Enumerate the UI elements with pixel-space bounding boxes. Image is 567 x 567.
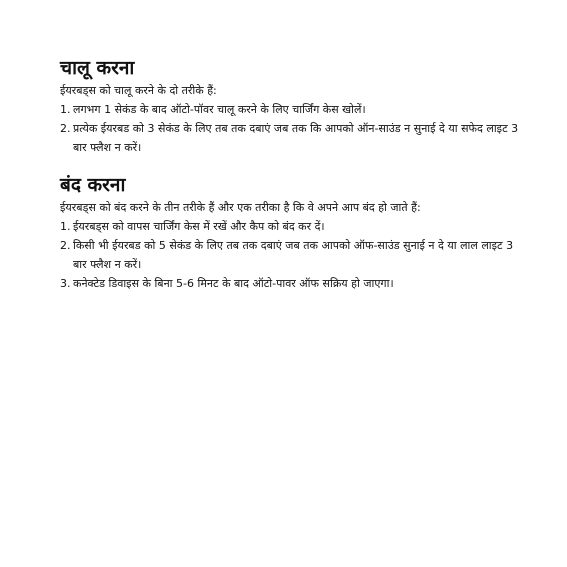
step-text: कनेक्टेड डिवाइस के बिना 5-6 मिनट के बाद ऑटो-पावर ऑफ सक्रिय हो जाएगा। (73, 277, 394, 290)
power-off-section (60, 173, 530, 293)
step-number: 1. (60, 103, 71, 116)
power-on-step-2 (60, 119, 530, 157)
power-on-steps (60, 100, 530, 157)
power-on-heading: चालू करना (60, 57, 135, 79)
step-number: 2. (60, 239, 71, 252)
power-off-intro: ईयरबड्स को बंद करने के तीन तरीके हैं और एक तरीका है कि वे अपने आप बंद हो जाते हैं: (60, 201, 421, 214)
step-number: 1. (60, 220, 71, 233)
step-number: 2. (60, 122, 71, 135)
step-text: ईयरबड्स को वापस चार्जिंग केस में रखें और कैप को बंद कर दें। (73, 220, 325, 233)
power-off-step-3 (60, 274, 530, 293)
power-off-step-2 (60, 236, 530, 274)
step-text: किसी भी ईयरबड को 5 सेकंड के लिए तब तक दबाएं जब तक आपको ऑफ-साउंड सुनाई न दे या लाल लाइट 3 बार फ्लैश न करें। (73, 239, 514, 271)
power-on-section (60, 56, 530, 157)
power-off-steps (60, 217, 530, 293)
instructions-page (60, 56, 530, 293)
step-number: 3. (60, 277, 71, 290)
step-text: लगभग 1 सेकंड के बाद ऑटो-पॉवर चालू करने के लिए चार्जिंग केस खोलें। (73, 103, 366, 116)
power-on-step-1 (60, 100, 530, 119)
power-off-heading: बंद करना (60, 174, 126, 196)
power-off-step-1 (60, 217, 530, 236)
step-text: प्रत्येक ईयरबड को 3 सेकंड के लिए तब तक दबाएं जब तक कि आपको ऑन-साउंड न सुनाई दे या सफेद लाइट 3 बार फ्लैश न करें। (73, 122, 519, 154)
power-on-intro: ईयरबड्स को चालू करने के दो तरीके हैं: (60, 84, 217, 97)
